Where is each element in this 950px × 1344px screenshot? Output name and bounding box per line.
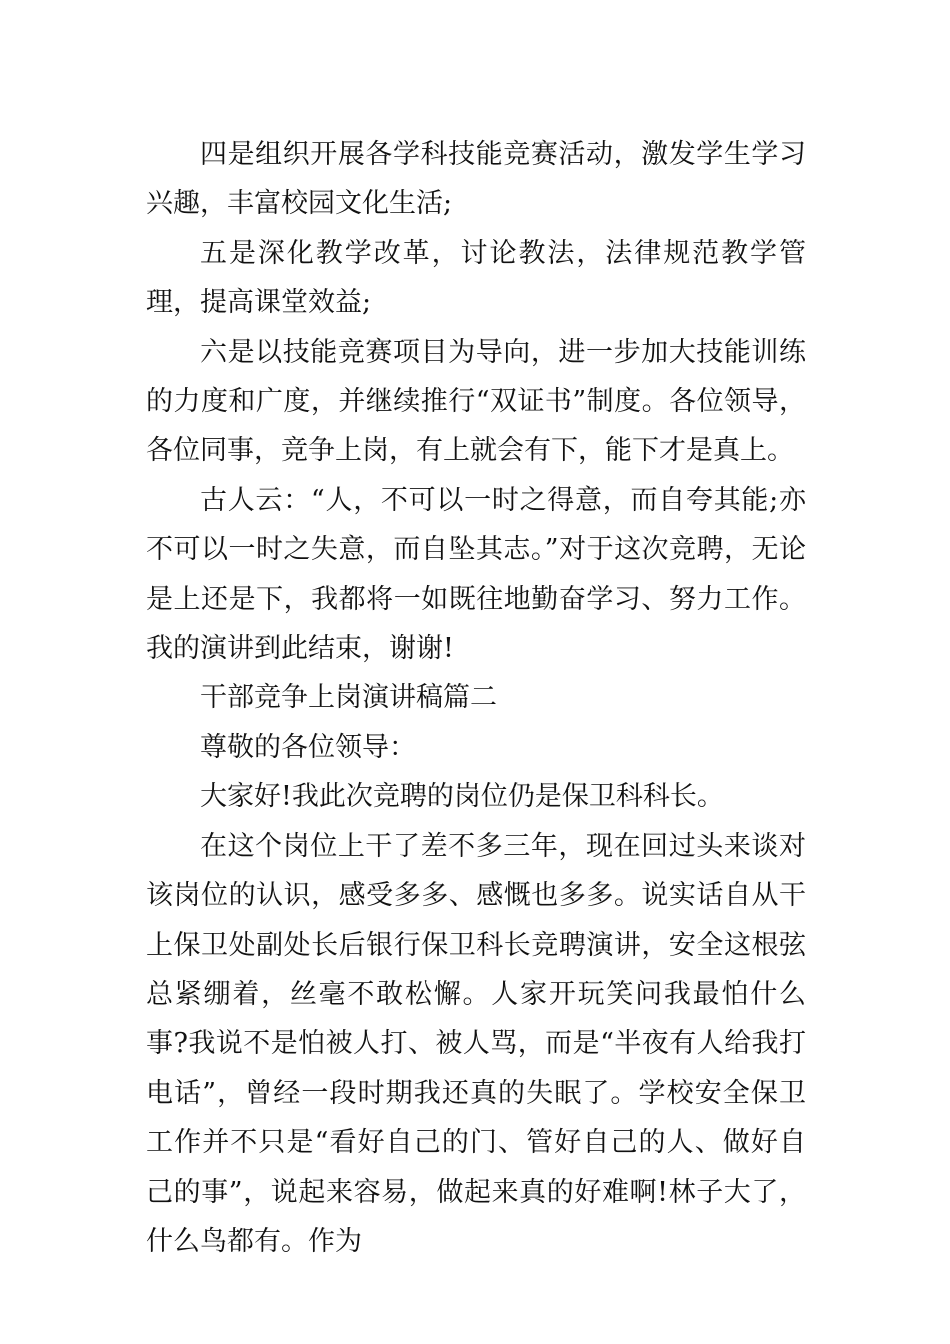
section-title: 干部竞争上岗演讲稿篇二 bbox=[200, 682, 497, 714]
paragraph-quote: 古人云：“人，不可以一时之得意，而自夸其能;亦不可以一时之失意，而自坠其志。”对于这次竞聘，无论是上还是下，我都将一如既往地勤奋学习、努力工作。我的演讲到此结束，谢谢! bbox=[146, 484, 806, 665]
greeting: 大家好!我此次竞聘的岗位仍是保卫科科长。 bbox=[200, 781, 724, 813]
document-page bbox=[146, 130, 806, 1266]
paragraph-5: 五是深化教学改革，讨论教法，法律规范教学管理，提高课堂效益; bbox=[146, 237, 806, 319]
body-paragraph: 在这个岗位上干了差不多三年，现在回过头来谈对该岗位的认识，感受多多、感慨也多多。说实话自从干上保卫处副处长后银行保卫科长竞聘演讲，安全这根弦总紧绷着，丝毫不敢松懈。人家开玩笑问我最怕什么事?我说不是怕被人打、被人骂，而是“半夜有人给我打电话”，曾经一段时期我还真的失眠了。学校安全保卫工作并不只是“看好自己的门、管好自己的人、做好自己的事”，说起来容易，做起来真的好难啊!林子大了，什么鸟都有。作为 bbox=[146, 830, 806, 1257]
paragraph-4: 四是组织开展各学科技能竞赛活动，激发学生学习兴趣，丰富校园文化生活; bbox=[146, 139, 806, 220]
paragraph-6: 六是以技能竞赛项目为导向，进一步加大技能训练的力度和广度，并继续推行“双证书”制度。各位领导，各位同事，竞争上岗，有上就会有下，能下才是真上。 bbox=[146, 336, 806, 467]
salutation: 尊敬的各位领导： bbox=[200, 731, 416, 763]
